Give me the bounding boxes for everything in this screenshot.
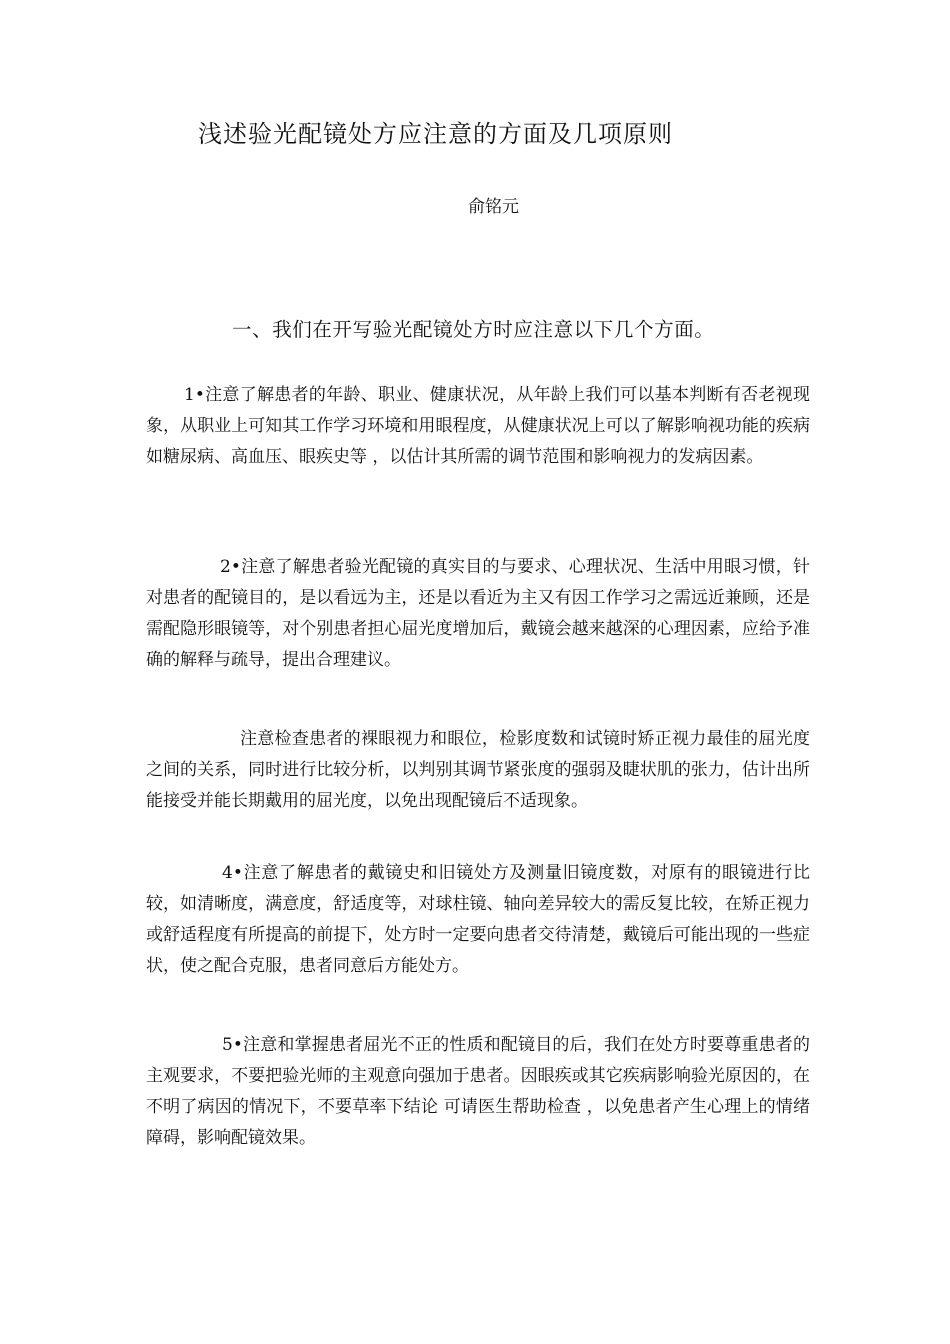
- document-title: 浅述验光配镜处方应注意的方面及几项原则: [198, 120, 673, 148]
- paragraph-2: 2•注意了解患者验光配镜的真实目的与要求、心理状况、生活中用眼习惯，针对患者的配镜目的，是以看远为主，还是以看近为主又有因工作学习之需远近兼顾，还是需配隐形眼镜等，对个别患者担心屈光度增加后，戴镜会越来越深的心理因素，应给予准确的解释与疏导，提出合理建议。: [146, 557, 810, 670]
- paragraph-1: 1•注意了解患者的年龄、职业、健康状况，从年龄上我们可以基本判断有否老视现象，从职业上可知其工作学习环境和用眼程度，从健康状况上可以了解影响视功能的疾病 如糖尿病、高血压、眼疾史等 ，以估计其所需的调节范围和影响视力的发病因素。: [146, 385, 810, 467]
- document-author: 俞铭元: [468, 197, 519, 217]
- section-heading: 一、我们在开写验光配镜处方时应注意以下几个方面。: [232, 318, 715, 341]
- paragraph-3: 注意检查患者的裸眼视力和眼位，检影度数和试镜时矫正视力最佳的屈光度之间的关系，同时进行比较分析，以判别其调节紧张度的强弱及睫状肌的张力，估计出所能接受并能长期戴用的屈光度，以免出现配镜后不适现象。: [146, 729, 810, 811]
- paragraph-5: 5•注意和掌握患者屈光不正的性质和配镜目的后，我们在处方时要尊重患者的主观要求，不要把验光师的主观意向强加于患者。因眼疾或其它疾病影响验光原因的，在不明了病因的情况下，不要草率下结论 可请医生帮助检查 ，以免患者产生心理上的情绪障碍，影响配镜效果。: [146, 1035, 810, 1148]
- paragraph-4: 4•注意了解患者的戴镜史和旧镜处方及测量旧镜度数，对原有的眼镜进行比较，如清晰度，满意度，舒适度等，对球柱镜、轴向差异较大的需反复比较，在矫正视力或舒适程度有所提高的前提下，处方时一定要向患者交待清楚，戴镜后可能出现的一些症状，使之配合克服，患者同意后方能处方。: [146, 863, 810, 976]
